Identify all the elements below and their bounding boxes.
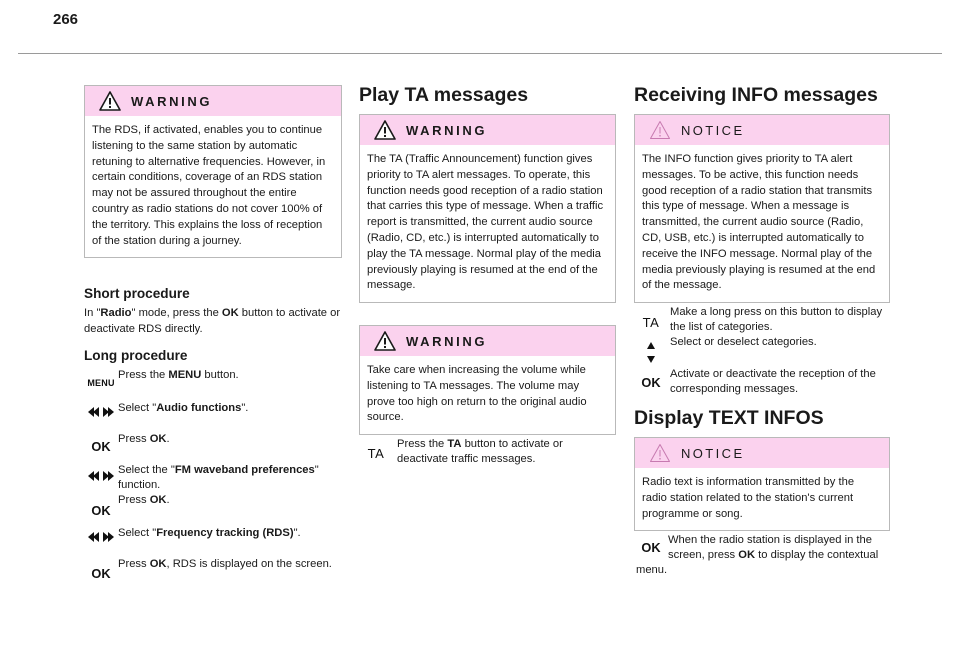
notice-text: Radio text is information transmitted by the radio station related to the station's current programme or song. bbox=[642, 476, 855, 520]
notice-text: The INFO function gives priority to TA alert messages. To be active, this function needs good reception of a radio station that transmits this type of message. When a message is transmitted, the current audio source (Radio, CD, USB, etc.) is interrupted automatically to receive the INFO message. Normal play of the media previously playing is resumed at the end of the message. bbox=[642, 153, 876, 292]
warning-box-ta bbox=[359, 114, 616, 303]
play-ta-heading: Play TA messages bbox=[359, 84, 529, 106]
long-procedure-heading: Long procedure bbox=[84, 348, 188, 363]
warning-box-rds bbox=[84, 85, 342, 258]
notice-title: NOTICE bbox=[681, 445, 745, 461]
notice-triangle-icon bbox=[649, 120, 671, 140]
warning-box-volume bbox=[359, 325, 616, 435]
warning-text: The TA (Traffic Announcement) function gives priority to TA alert messages. To operate, this function needs good reception of a radio station that carries this type of message. When a traffic report is transmitted, the current audio source (Radio, CD, etc.) is interrupted automatically to play the TA message. Normal play of the media previously playing is resumed at the end of the message. bbox=[367, 153, 604, 292]
short-procedure-text: In "Radio" mode, press the OK button to activate or deactivate RDS directly. bbox=[84, 307, 341, 335]
ta-button-icon: TA bbox=[642, 314, 660, 330]
warning-header bbox=[85, 86, 341, 116]
warning-text: The RDS, if activated, enables you to continue listening to the same station by automatic retuning to alternative frequencies. However, in certain conditions, coverage of an RDS station may not be assured throughout the entire country as radio stations do not cover 100% of the territory. This explains the loss of reception of the station during a journey. bbox=[92, 124, 326, 247]
ok-button-icon: OK bbox=[641, 374, 661, 390]
warning-header bbox=[360, 326, 615, 356]
ok-button-icon: OK bbox=[91, 438, 111, 454]
step-menu: MENU Press the MENU button. bbox=[84, 368, 342, 398]
page-number: 266 bbox=[53, 11, 79, 28]
step-audio-functions: Select "Audio functions". bbox=[84, 399, 342, 425]
ok-activate-text: Activate or deactivate the reception of the corresponding messages. bbox=[670, 368, 876, 395]
ta-select-text: Select or deselect categories. bbox=[670, 336, 817, 348]
ta-arrows-icon-group bbox=[634, 305, 668, 365]
notice-header bbox=[635, 438, 889, 468]
ok-activate-row bbox=[634, 367, 890, 397]
receiving-info-heading: Receiving INFO messages bbox=[634, 84, 878, 106]
arrows-up-down-icon bbox=[645, 339, 657, 365]
step-press-ok-3: OK Press OK, RDS is displayed on the screen. bbox=[84, 557, 342, 589]
warning-triangle-icon bbox=[374, 120, 396, 140]
display-text-infos-heading: Display TEXT INFOS bbox=[634, 407, 824, 429]
warning-title: WARNING bbox=[131, 93, 213, 109]
ok-button-icon: OK bbox=[641, 539, 661, 555]
arrows-left-right-icon bbox=[84, 399, 118, 425]
warning-triangle-icon bbox=[99, 91, 121, 111]
notice-triangle-icon bbox=[649, 443, 671, 463]
short-procedure-heading: Short procedure bbox=[84, 286, 190, 301]
ta-long-press-text: Make a long press on this button to display the list of categories. bbox=[670, 306, 883, 333]
top-divider bbox=[18, 53, 942, 54]
ta-categories-row bbox=[634, 305, 890, 365]
ta-button-row: TA Press the TA button to activate or deactivate traffic messages. bbox=[359, 437, 616, 469]
arrows-left-right-icon bbox=[84, 524, 118, 550]
warning-text: Take care when increasing the volume while listening to TA messages. The volume may prove too high on return to the original audio source. bbox=[367, 364, 587, 424]
warning-triangle-icon bbox=[374, 331, 396, 351]
step-press-ok-2 bbox=[84, 500, 342, 520]
ok-button-icon: OK bbox=[91, 565, 111, 581]
warning-title: WARNING bbox=[406, 333, 488, 349]
arrows-left-right-icon bbox=[84, 463, 118, 489]
step-fm-waveband: Select the "FM waveband preferences" function. Press OK. bbox=[84, 463, 342, 508]
step-frequency-tracking: Select "Frequency tracking (RDS)". bbox=[84, 524, 342, 550]
warning-header bbox=[360, 115, 615, 145]
ok-contextual-row: OK When the radio station is displayed in the screen, press OK to display the contextual menu. bbox=[636, 534, 879, 576]
notice-title: NOTICE bbox=[681, 122, 745, 138]
menu-button-icon: MENU bbox=[87, 378, 115, 388]
step-press-ok-1: OK Press OK. bbox=[84, 432, 342, 460]
ok-button-icon: OK bbox=[91, 502, 111, 518]
ta-button-icon: TA bbox=[367, 445, 385, 461]
notice-box-info bbox=[634, 114, 890, 303]
notice-header bbox=[635, 115, 889, 145]
warning-title: WARNING bbox=[406, 122, 488, 138]
notice-box-radio-text bbox=[634, 437, 890, 531]
